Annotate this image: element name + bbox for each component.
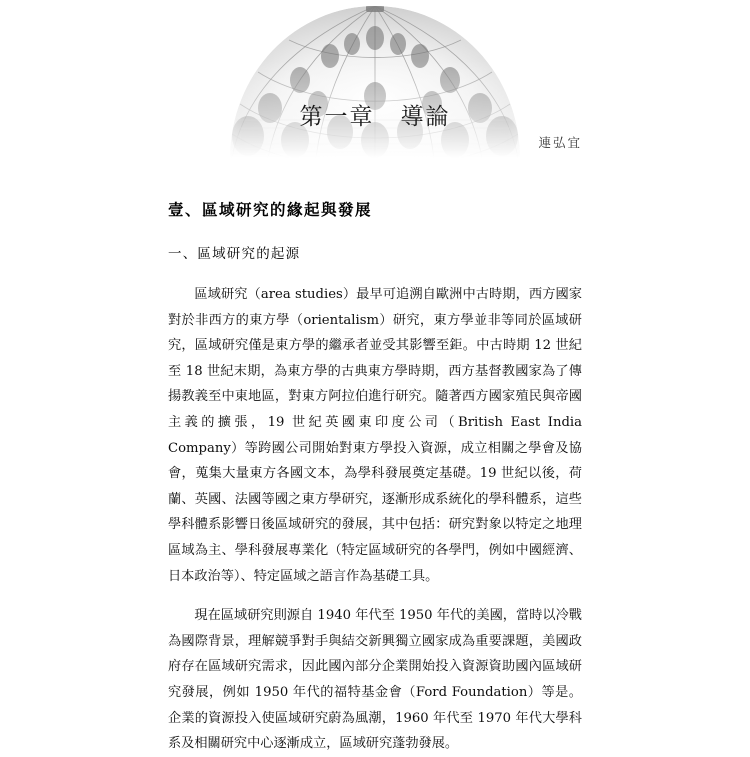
body-paragraph: 區域研究（area studies）最早可追溯自歐洲中古時期，西方國家對於非西方的東方學（orientalism）研究，東方學並非等同於區域研究，區域研究僅是東方學的繼承者並受其影響至鉅。中古時期 12 世紀至 18 世紀末期，為東方學的古典東方學時期，西方基督教國家為了傳揚教義至中東地區，對東方阿拉伯進行研究。隨著西方國家殖民與帝國主義的擴張，19 世紀英國東印度公司（British East India Company）等跨國公司開始對東方學投入資源，成立相關之學會及協會，蒐集大量東方各國文本，為學科發展奠定基礎。19 世紀以後，荷蘭、英國、法國等國之東方學研究，逐漸形成系統化的學科體系，這些學科體系影響日後區域研究的發展，其中包括：研究對象以特定之地理區域為主、學科發展專業化（特定區域研究的各學門，例如中國經濟、日本政治等）、特定區域之語言作為基礎工具。 (168, 287, 582, 584)
chapter-name-label: 導論 (400, 104, 451, 130)
subsection-heading: 一、區域研究的起源 (168, 246, 301, 262)
chapter-title (0, 98, 750, 131)
body-paragraph: 現在區域研究則源自 1940 年代至 1950 年代的美國，當時以冷戰為國際背景，理解競爭對手與結交新興獨立國家成為重要課題，美國政府存在區域研究需求，因此國內部分企業開始投入資源資助國內區域研究發展，例如 1950 年代的福特基金會（Ford Foundation）等是。企業的資源投入使區域研究蔚為風潮，1960 年代至 1970 年代大學科系及相關研究中心逐漸成立，區域研究蓬勃發展。 (168, 608, 582, 752)
chapter-number-label: 第一章 (299, 104, 375, 130)
document-body (168, 198, 582, 757)
author-name: 連弘宜 (538, 135, 582, 150)
header-engraving-image (0, 0, 750, 158)
section-heading: 壹、區域研究的緣起與發展 (168, 200, 373, 219)
